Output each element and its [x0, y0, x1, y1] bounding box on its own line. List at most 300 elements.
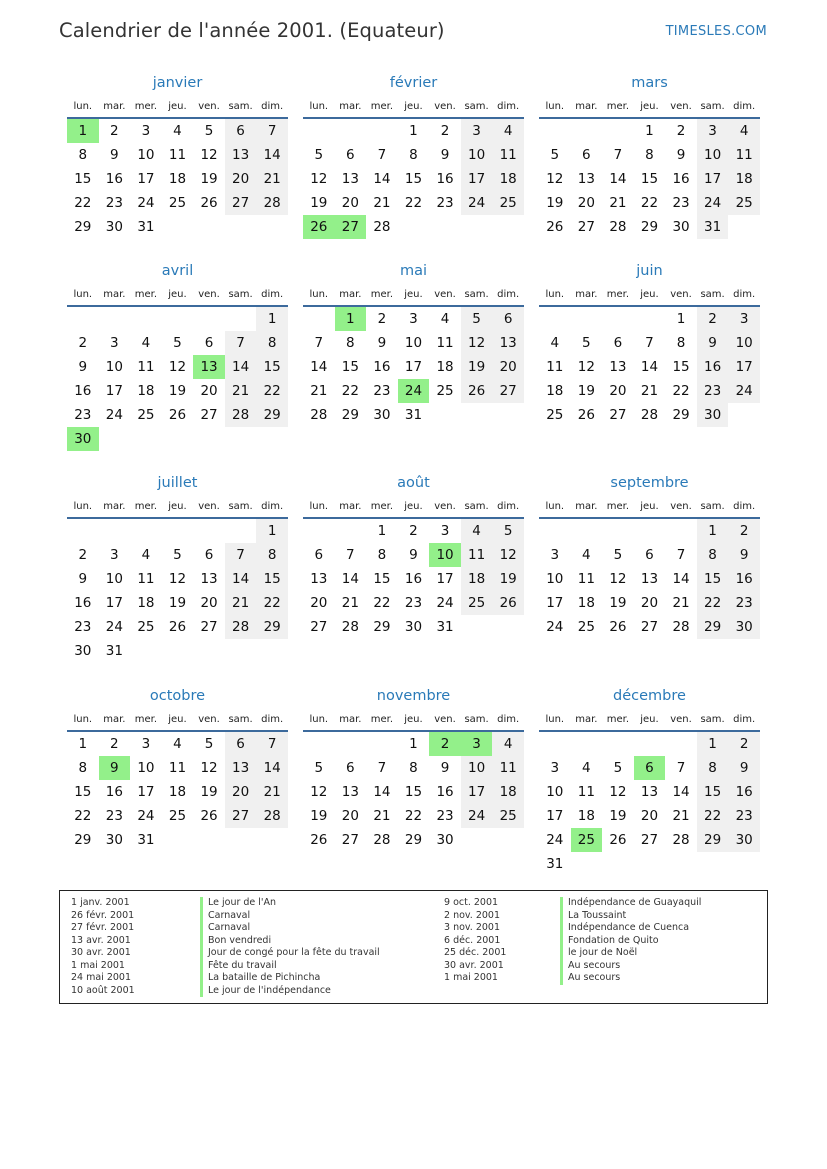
- weekday-label: ven.: [198, 713, 220, 725]
- day-cell: 19: [168, 383, 187, 399]
- day-cell: 21: [341, 595, 359, 611]
- day-cell: 8: [256, 331, 288, 355]
- day-cell: 16: [728, 780, 760, 804]
- month-name: mai: [399, 263, 428, 279]
- legend-date: 1 mai 2001: [444, 972, 498, 983]
- weekday-label: jeu.: [168, 288, 187, 300]
- day-cell: 19: [609, 808, 627, 824]
- day-cell: 27: [225, 191, 257, 215]
- day-cell: 19: [200, 171, 218, 187]
- day-cell: 11: [577, 571, 595, 587]
- day-cell: 12: [200, 147, 218, 163]
- day-cell: 3: [440, 523, 450, 539]
- day-cell: 29: [640, 219, 659, 235]
- day-cell: 21: [672, 595, 690, 611]
- legend-holiday-name: La Toussaint: [560, 910, 701, 923]
- day-cell: 8: [78, 147, 88, 163]
- day-cell: 9: [78, 359, 88, 375]
- day-cell: 22: [640, 195, 659, 211]
- day-cell: 7: [314, 335, 324, 351]
- empty-cell: [634, 307, 666, 331]
- empty-cell: [130, 307, 162, 331]
- weekday-label: ven.: [434, 100, 456, 112]
- legend-dates-col-1: [71, 897, 135, 997]
- empty-cell: [602, 519, 634, 543]
- day-cell: 17: [137, 171, 155, 187]
- day-cell: 2: [377, 311, 387, 327]
- day-cell: 29: [74, 832, 92, 848]
- day-cell: 20: [225, 780, 257, 804]
- day-cell: 20: [225, 167, 257, 191]
- day-cell: 10: [137, 760, 155, 776]
- day-cell: 13: [200, 571, 218, 587]
- day-cell: 7: [256, 732, 288, 756]
- weekday-label: mar.: [339, 713, 362, 725]
- holiday-day-cell: 13: [193, 355, 225, 379]
- day-cell: 13: [492, 331, 524, 355]
- day-cell: 4: [141, 335, 151, 351]
- day-cell: 3: [728, 307, 760, 331]
- day-grid: [539, 119, 760, 239]
- day-cell: 29: [697, 615, 729, 639]
- day-cell: 28: [640, 407, 659, 423]
- legend-date: 30 avr. 2001: [71, 947, 131, 958]
- legend-date: 3 nov. 2001: [444, 922, 500, 933]
- day-cell: 27: [640, 832, 659, 848]
- weekday-label: dim.: [261, 713, 284, 725]
- empty-cell: [571, 119, 603, 143]
- day-cell: 24: [546, 619, 564, 635]
- day-cell: 3: [550, 547, 560, 563]
- weekday-label: ven.: [670, 100, 692, 112]
- legend-date: 26 févr. 2001: [71, 909, 135, 921]
- day-cell: 21: [640, 383, 659, 399]
- day-grid: [303, 732, 524, 852]
- day-cell: 17: [461, 167, 493, 191]
- day-cell: 24: [697, 191, 729, 215]
- day-cell: 9: [110, 147, 119, 163]
- legend-holiday-name: Indépendance de Guayaquil: [560, 897, 701, 910]
- day-cell: 17: [404, 359, 423, 375]
- day-cell: 22: [74, 195, 92, 211]
- day-cell: 5: [461, 307, 493, 331]
- empty-cell: [665, 519, 697, 543]
- day-cell: 16: [74, 595, 92, 611]
- day-cell: 4: [582, 547, 591, 563]
- day-grid: [539, 519, 760, 639]
- weekday-label: mar.: [103, 713, 126, 725]
- day-cell: 30: [728, 615, 760, 639]
- weekday-header: [303, 708, 524, 732]
- day-cell: 1: [409, 123, 418, 139]
- day-grid: [303, 519, 524, 639]
- legend-names-col-1: [200, 897, 380, 997]
- day-cell: 8: [697, 756, 729, 780]
- day-cell: 11: [168, 760, 187, 776]
- day-cell: 18: [546, 383, 564, 399]
- weekday-label: ven.: [198, 500, 220, 512]
- weekday-header: [67, 283, 288, 307]
- day-grid: [67, 519, 288, 663]
- day-cell: 3: [141, 123, 151, 139]
- month-name: novembre: [376, 688, 451, 704]
- empty-cell: [303, 307, 335, 331]
- day-cell: 2: [676, 123, 686, 139]
- weekday-label: jeu.: [404, 713, 423, 725]
- weekday-label: dim.: [497, 288, 520, 300]
- day-cell: 24: [105, 619, 123, 635]
- day-cell: 19: [168, 595, 187, 611]
- day-cell: 23: [74, 619, 92, 635]
- day-cell: 27: [341, 832, 359, 848]
- day-cell: 14: [256, 756, 288, 780]
- day-cell: 8: [256, 543, 288, 567]
- day-cell: 25: [492, 804, 524, 828]
- day-cell: 2: [440, 123, 450, 139]
- day-cell: 21: [373, 808, 391, 824]
- day-cell: 25: [728, 191, 760, 215]
- month-1: [67, 71, 288, 239]
- day-cell: 12: [609, 571, 627, 587]
- legend-date: 24 mai 2001: [71, 972, 132, 983]
- empty-cell: [571, 519, 603, 543]
- day-cell: 12: [168, 571, 187, 587]
- day-cell: 30: [697, 403, 729, 427]
- weekday-label: sam.: [228, 100, 253, 112]
- empty-cell: [539, 519, 571, 543]
- day-cell: 15: [640, 171, 659, 187]
- day-cell: 25: [577, 619, 595, 635]
- weekday-label: ven.: [670, 288, 692, 300]
- day-cell: 10: [728, 331, 760, 355]
- day-cell: 14: [310, 359, 328, 375]
- weekday-header: [67, 708, 288, 732]
- weekday-header: [539, 95, 760, 119]
- empty-cell: [602, 732, 634, 756]
- weekday-label: mar.: [575, 500, 598, 512]
- weekday-label: ven.: [670, 713, 692, 725]
- day-cell: 6: [492, 307, 524, 331]
- day-cell: 23: [74, 407, 92, 423]
- day-cell: 20: [640, 808, 659, 824]
- month-6: [539, 259, 760, 427]
- weekday-label: lun.: [545, 500, 565, 512]
- day-cell: 20: [609, 383, 627, 399]
- day-cell: 4: [173, 123, 182, 139]
- legend-holiday-name: Jour de congé pour la fête du travail: [200, 947, 380, 960]
- day-cell: 30: [436, 832, 454, 848]
- day-cell: 23: [373, 383, 391, 399]
- day-cell: 3: [461, 119, 493, 143]
- legend-holiday-name: Carnaval: [200, 922, 380, 935]
- weekday-header: [303, 283, 524, 307]
- weekday-label: dim.: [497, 100, 520, 112]
- weekday-label: dim.: [261, 500, 284, 512]
- day-cell: 6: [346, 147, 355, 163]
- day-cell: 25: [137, 619, 155, 635]
- day-cell: 3: [110, 547, 119, 563]
- day-cell: 8: [676, 335, 686, 351]
- day-cell: 30: [105, 832, 123, 848]
- day-cell: 12: [492, 543, 524, 567]
- day-cell: 1: [697, 519, 729, 543]
- weekday-label: lun.: [309, 288, 329, 300]
- month-name: avril: [161, 263, 194, 279]
- day-cell: 29: [672, 407, 690, 423]
- day-cell: 26: [200, 808, 218, 824]
- day-cell: 25: [168, 195, 187, 211]
- day-cell: 6: [582, 147, 591, 163]
- day-cell: 22: [256, 379, 288, 403]
- day-cell: 13: [225, 143, 257, 167]
- day-cell: 7: [346, 547, 355, 563]
- day-cell: 6: [225, 119, 257, 143]
- day-cell: 27: [577, 219, 595, 235]
- month-5: [303, 259, 524, 427]
- day-cell: 5: [314, 760, 324, 776]
- day-cell: 25: [168, 808, 187, 824]
- legend-holiday-name: Bon vendredi: [200, 935, 380, 948]
- weekday-header: [67, 95, 288, 119]
- day-cell: 3: [550, 760, 560, 776]
- day-cell: 12: [200, 760, 218, 776]
- holiday-day-cell: 9: [99, 756, 131, 780]
- day-cell: 28: [672, 619, 690, 635]
- empty-cell: [225, 307, 257, 331]
- day-cell: 29: [373, 619, 391, 635]
- day-cell: 11: [546, 359, 564, 375]
- day-cell: 1: [697, 732, 729, 756]
- weekday-label: jeu.: [640, 713, 659, 725]
- weekday-label: lun.: [309, 500, 329, 512]
- day-cell: 5: [314, 147, 324, 163]
- weekday-label: mar.: [339, 100, 362, 112]
- day-cell: 30: [728, 828, 760, 852]
- day-cell: 18: [436, 359, 454, 375]
- day-cell: 26: [577, 407, 595, 423]
- month-name: juin: [636, 263, 663, 279]
- day-cell: 30: [373, 407, 391, 423]
- day-cell: 17: [436, 571, 454, 587]
- weekday-label: mer.: [134, 288, 158, 300]
- day-cell: 1: [256, 307, 288, 331]
- weekday-label: mer.: [606, 500, 630, 512]
- day-cell: 31: [137, 832, 155, 848]
- day-cell: 28: [256, 191, 288, 215]
- day-cell: 15: [404, 171, 423, 187]
- weekday-header: [539, 495, 760, 519]
- day-cell: 28: [256, 804, 288, 828]
- day-cell: 13: [341, 784, 359, 800]
- day-cell: 25: [436, 383, 454, 399]
- day-cell: 26: [310, 832, 328, 848]
- day-cell: 17: [697, 167, 729, 191]
- day-cell: 7: [377, 147, 387, 163]
- weekday-label: jeu.: [640, 500, 659, 512]
- day-cell: 14: [225, 355, 257, 379]
- legend-holiday-name: Indépendance de Cuenca: [560, 922, 701, 935]
- day-cell: 2: [728, 519, 760, 543]
- day-cell: 9: [440, 147, 450, 163]
- weekday-label: sam.: [464, 713, 489, 725]
- day-cell: 17: [546, 808, 564, 824]
- legend-holiday-name: Au secours: [560, 960, 701, 973]
- day-cell: 2: [110, 736, 119, 752]
- day-cell: 20: [341, 195, 359, 211]
- weekday-label: dim.: [733, 100, 756, 112]
- holiday-day-cell: 26: [303, 215, 335, 239]
- legend-date: 30 avr. 2001: [444, 959, 504, 971]
- day-cell: 26: [200, 195, 218, 211]
- day-cell: 18: [492, 167, 524, 191]
- empty-cell: [539, 119, 571, 143]
- empty-cell: [303, 119, 335, 143]
- legend-date: 1 janv. 2001: [71, 897, 130, 908]
- holiday-day-cell: 3: [461, 732, 493, 756]
- day-cell: 11: [137, 571, 155, 587]
- day-cell: 19: [492, 567, 524, 591]
- day-cell: 10: [546, 784, 564, 800]
- weekday-label: sam.: [700, 500, 725, 512]
- weekday-label: mar.: [575, 713, 598, 725]
- weekday-label: jeu.: [168, 500, 187, 512]
- day-cell: 13: [609, 359, 627, 375]
- day-cell: 7: [225, 543, 257, 567]
- day-cell: 16: [436, 784, 454, 800]
- day-cell: 17: [105, 383, 123, 399]
- day-cell: 11: [577, 784, 595, 800]
- day-cell: 24: [461, 191, 493, 215]
- day-cell: 10: [404, 335, 423, 351]
- weekday-label: lun.: [309, 100, 329, 112]
- legend-holiday-name: le jour de Noël: [560, 947, 701, 960]
- weekday-label: lun.: [545, 288, 565, 300]
- day-cell: 17: [546, 595, 564, 611]
- legend-date: 13 avr. 2001: [71, 934, 131, 946]
- day-cell: 1: [676, 311, 686, 327]
- day-cell: 6: [314, 547, 324, 563]
- day-cell: 23: [436, 195, 454, 211]
- empty-cell: [634, 732, 666, 756]
- legend-holiday-name: Fête du travail: [200, 960, 380, 973]
- day-cell: 25: [137, 407, 155, 423]
- legend-date: 10 août 2001: [71, 984, 135, 996]
- weekday-label: sam.: [228, 713, 253, 725]
- weekday-label: mer.: [134, 713, 158, 725]
- day-cell: 8: [409, 147, 418, 163]
- weekday-label: dim.: [497, 500, 520, 512]
- day-cell: 30: [105, 219, 123, 235]
- holiday-day-cell: 2: [429, 732, 461, 756]
- day-cell: 24: [436, 595, 454, 611]
- legend-names-col-2: [560, 897, 701, 985]
- day-cell: 22: [373, 595, 391, 611]
- day-cell: 29: [74, 219, 92, 235]
- empty-cell: [335, 119, 367, 143]
- day-cell: 20: [492, 355, 524, 379]
- weekday-label: lun.: [73, 100, 93, 112]
- day-cell: 16: [728, 567, 760, 591]
- weekday-label: lun.: [73, 713, 93, 725]
- day-cell: 16: [105, 784, 123, 800]
- holiday-day-cell: 1: [335, 307, 367, 331]
- weekday-label: lun.: [545, 713, 565, 725]
- weekday-label: mer.: [134, 100, 158, 112]
- empty-cell: [162, 307, 194, 331]
- legend-date: 6 déc. 2001: [444, 934, 501, 946]
- weekday-label: ven.: [434, 713, 456, 725]
- day-cell: 13: [640, 784, 659, 800]
- day-cell: 26: [546, 219, 564, 235]
- weekday-label: jeu.: [168, 100, 187, 112]
- day-cell: 3: [110, 335, 119, 351]
- day-cell: 18: [461, 567, 493, 591]
- legend-dates-col-2: [444, 897, 506, 985]
- month-name: octobre: [149, 688, 206, 704]
- day-cell: 14: [672, 571, 690, 587]
- month-name: décembre: [613, 688, 686, 704]
- day-cell: 22: [697, 591, 729, 615]
- weekday-label: mer.: [606, 288, 630, 300]
- weekday-label: dim.: [261, 288, 284, 300]
- weekday-label: sam.: [700, 100, 725, 112]
- day-cell: 19: [200, 784, 218, 800]
- empty-cell: [99, 307, 131, 331]
- empty-cell: [539, 307, 571, 331]
- weekday-label: sam.: [228, 500, 253, 512]
- day-cell: 20: [200, 595, 218, 611]
- day-cell: 12: [546, 171, 564, 187]
- day-cell: 21: [256, 780, 288, 804]
- day-cell: 1: [256, 519, 288, 543]
- brand-logo[interactable]: TIMESLES.COM: [665, 24, 767, 39]
- day-cell: 15: [256, 355, 288, 379]
- day-cell: 7: [225, 331, 257, 355]
- month-2: [303, 71, 524, 239]
- weekday-label: jeu.: [640, 288, 659, 300]
- day-cell: 29: [404, 832, 423, 848]
- day-cell: 23: [728, 804, 760, 828]
- month-4: [67, 259, 288, 451]
- weekday-label: ven.: [670, 500, 692, 512]
- day-cell: 16: [105, 171, 123, 187]
- day-cell: 5: [582, 335, 591, 351]
- day-cell: 19: [577, 383, 595, 399]
- day-grid: [539, 732, 760, 876]
- day-cell: 31: [137, 219, 155, 235]
- day-cell: 15: [672, 359, 690, 375]
- weekday-label: lun.: [545, 100, 565, 112]
- weekday-label: dim.: [733, 713, 756, 725]
- empty-cell: [67, 307, 99, 331]
- day-cell: 8: [409, 760, 418, 776]
- day-cell: 6: [346, 760, 355, 776]
- day-cell: 9: [697, 331, 729, 355]
- holiday-day-cell: 27: [335, 215, 367, 239]
- weekday-label: dim.: [497, 713, 520, 725]
- day-cell: 18: [168, 784, 187, 800]
- weekday-label: mer.: [606, 100, 630, 112]
- day-grid: [67, 307, 288, 451]
- day-cell: 26: [609, 619, 627, 635]
- day-cell: 28: [225, 403, 257, 427]
- day-cell: 14: [609, 171, 627, 187]
- day-cell: 2: [697, 307, 729, 331]
- day-cell: 3: [141, 736, 151, 752]
- day-cell: 18: [577, 595, 595, 611]
- day-cell: 4: [492, 119, 524, 143]
- day-cell: 8: [645, 147, 654, 163]
